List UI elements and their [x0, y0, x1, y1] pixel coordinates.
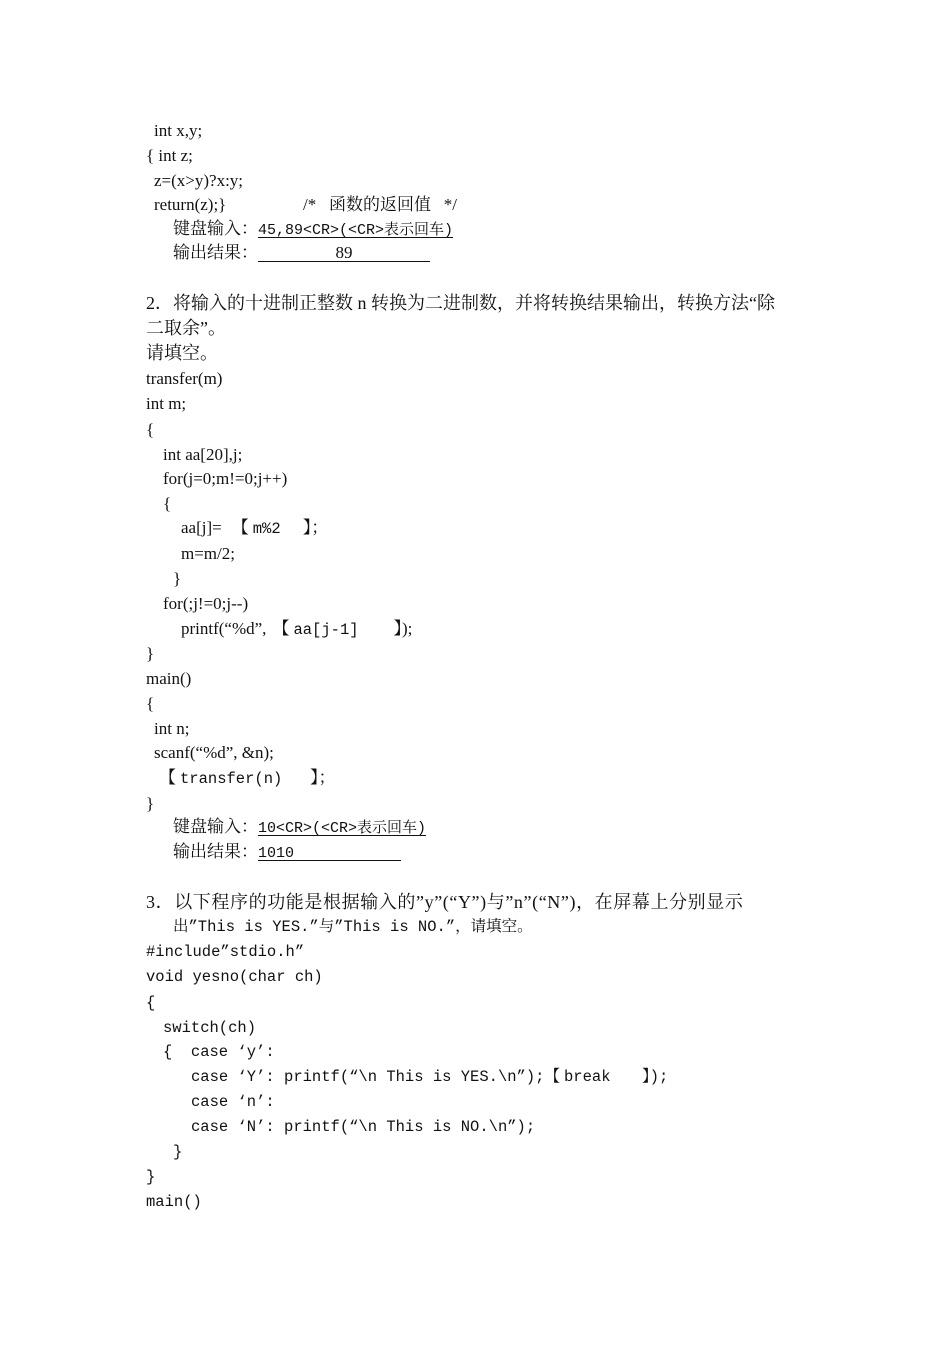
input-line: [173, 219, 453, 241]
code-line: for(j=0;m!=0;j++): [163, 469, 288, 488]
blank-bracket-close: 】: [310, 768, 319, 787]
code-line: {: [163, 494, 172, 513]
code-text: );: [401, 619, 413, 638]
blank-bracket-open: 【: [159, 768, 176, 787]
output-value: 89: [335, 243, 353, 262]
input-value: 45,89<CR>(<CR>表示回车): [258, 222, 454, 239]
question-heading: 2．将输入的十进制正整数 n 转换为二进制数，并将转换结果输出，转换方法“除: [146, 293, 775, 313]
code-line: { int z;: [146, 146, 193, 165]
code-line: switch(ch): [163, 1019, 257, 1037]
answer-3: transfer(n): [180, 770, 283, 788]
question-heading: 二取余”。: [146, 318, 226, 338]
code-comment: /* 函数的返回值 */: [303, 195, 457, 214]
output-answer-blank: [258, 842, 401, 861]
fill-line: [181, 518, 328, 539]
code-line: z=(x>y)?x:y;: [154, 171, 244, 190]
code-line: }: [146, 644, 155, 663]
input-label: 键盘输入：: [173, 219, 258, 238]
code-line: int x,y;: [154, 121, 203, 140]
code-line: }: [146, 1168, 156, 1186]
code-line: }: [173, 1143, 183, 1161]
code-text: aa[j]=: [181, 518, 222, 537]
code-line: for(;j!=0;j--): [163, 594, 249, 613]
code-line: m=m/2;: [181, 544, 235, 563]
blank-bracket-open: 【: [272, 619, 290, 638]
output-answer-blank: [258, 243, 430, 262]
output-line: [173, 842, 401, 862]
code-line: { case ‘y’:: [163, 1043, 275, 1061]
fill-line: [159, 768, 336, 789]
code-line: scanf(“%d”, &n);: [154, 743, 274, 762]
answer-4: break: [563, 1068, 611, 1086]
code-line: main(): [146, 1193, 202, 1211]
output-label: 输出结果：: [173, 842, 258, 861]
code-text: printf(“%d”,: [181, 619, 267, 638]
question-heading: 3．以下程序的功能是根据输入的”y”(“Y”)与”n”(“N”)，在屏幕上分别显示: [146, 892, 744, 912]
fill-line: [191, 1067, 668, 1087]
code-line: {: [146, 994, 156, 1012]
input-line: [173, 817, 426, 839]
blank-bracket-open: 【: [231, 518, 249, 537]
answer-1: m%2: [252, 520, 281, 538]
code-line: transfer(m): [146, 369, 223, 388]
code-line: int m;: [146, 394, 187, 413]
code-line: {: [146, 694, 155, 713]
code-line: }: [173, 569, 182, 588]
code-text: ；: [318, 768, 336, 787]
blank-bracket-open: 【: [544, 1068, 560, 1086]
input-value: 10<CR>(<CR>表示回车): [258, 820, 427, 837]
output-line: [173, 243, 430, 263]
output-label: 输出结果：: [173, 243, 258, 262]
fill-line: [181, 619, 412, 640]
code-line: case ‘n’:: [191, 1093, 275, 1111]
code-line: int n;: [154, 719, 190, 738]
answer-2: aa[j-1]: [293, 621, 359, 639]
output-value: 1010: [258, 845, 295, 862]
code-line: main(): [146, 669, 192, 688]
code-line: }: [146, 794, 155, 813]
code-line: int aa[20],j;: [163, 445, 243, 464]
blank-bracket-close: 】: [641, 1068, 650, 1086]
blank-bracket-close: 】: [393, 619, 402, 638]
question-heading: 出”This is YES.”与”This is NO.”，请填空。: [173, 918, 533, 936]
code-line: {: [146, 420, 155, 439]
blank-bracket-close: 】: [302, 518, 312, 537]
code-line: void yesno(char ch): [146, 968, 323, 986]
code-line: #include”stdio.h”: [146, 943, 305, 961]
code-text: ；: [311, 518, 329, 537]
code-text: case ‘Y’: printf(“\n This is YES.\n”);: [191, 1068, 545, 1086]
code-line: return(z);}: [154, 195, 227, 214]
code-text: );: [649, 1068, 669, 1086]
instruction: 请填空。: [146, 343, 218, 363]
input-label: 键盘输入：: [173, 817, 258, 836]
code-line: case ‘N’: printf(“\n This is NO.\n”);: [191, 1118, 536, 1136]
